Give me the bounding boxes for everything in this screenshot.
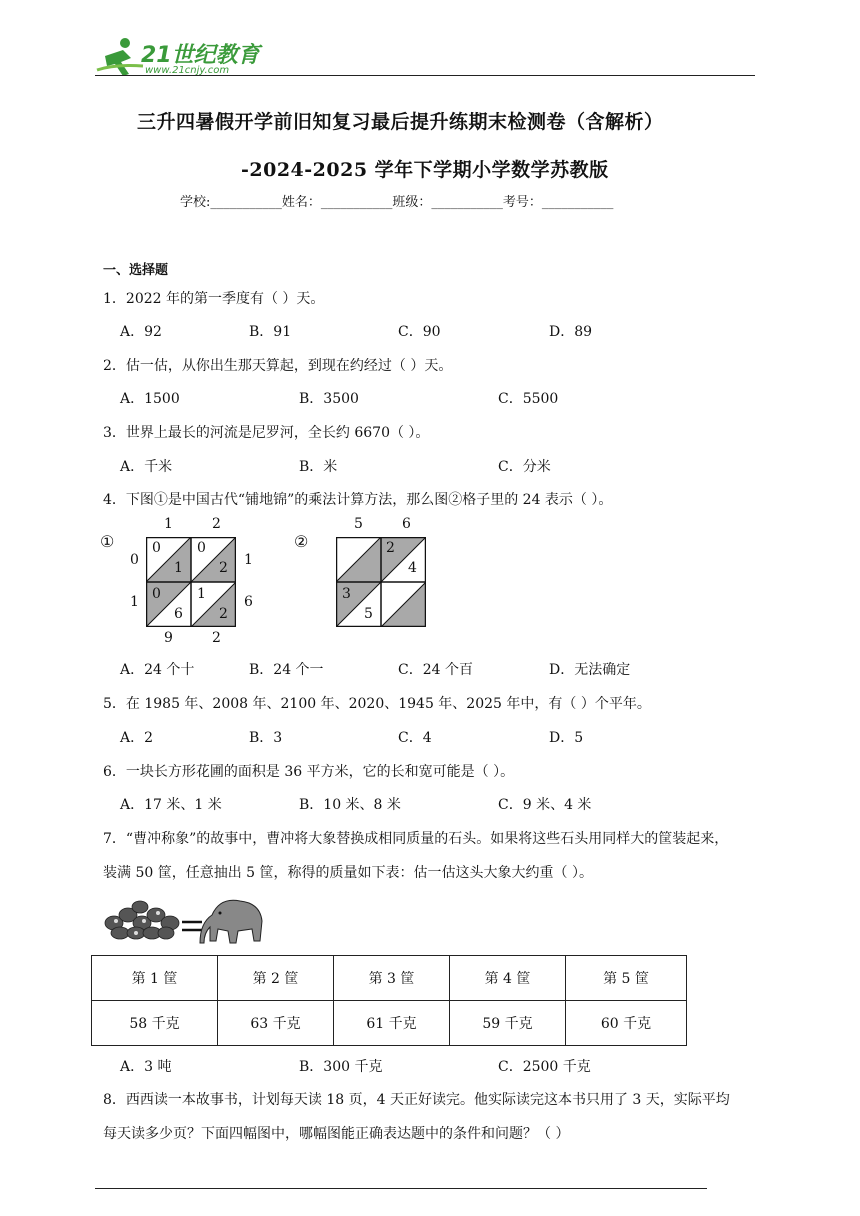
table-header-cell: 第 1 筐: [92, 956, 218, 1001]
table-row: [92, 1001, 687, 1046]
question-7-stem-line-2: 装满 50 筐，任意抽出 5 筐，称得的质量如下表：估一估这头大象大约重（ ）。: [103, 865, 593, 881]
lattice-figure-1: [100, 514, 270, 650]
question-1-stem: 1．2022 年的第一季度有（ ）天。: [103, 291, 325, 307]
fig2-top-digit: 5: [354, 516, 363, 532]
question-2-stem: 2．估一估，从你出生那天算起，到现在约经过（ ）天。: [103, 358, 453, 374]
fig2-top-digit: 6: [402, 516, 411, 532]
table-cell: 63 千克: [218, 1001, 334, 1046]
basket-mass-table: [91, 955, 687, 1046]
question-3-stem: 3．世界上最长的河流是尼罗河，全长约 6670（ ）。: [103, 425, 430, 441]
question-8-stem-line-2: 每天读多少页？下面四幅图中，哪幅图能正确表达题中的条件和问题？（ ）: [103, 1126, 570, 1142]
title-line-2: -2024-2025 学年下学期小学数学苏教版: [241, 159, 609, 181]
student-info-line: 学校:___________姓名：___________班级：___________考号：___________: [180, 195, 614, 210]
q1-option-b[interactable]: B．91: [249, 324, 292, 340]
q7-option-c[interactable]: C．2500 千克: [498, 1059, 591, 1075]
q2-option-b[interactable]: B．3500: [299, 391, 359, 407]
table-cell: 58 千克: [92, 1001, 218, 1046]
table-cell: 60 千克: [566, 1001, 687, 1046]
q6-option-c[interactable]: C．9 米、4 米: [498, 797, 592, 813]
stones-equals-elephant-illustration: [100, 893, 270, 949]
q5-option-b[interactable]: B．3: [249, 730, 283, 746]
q6-option-a[interactable]: A．17 米、1 米: [120, 797, 222, 813]
table-header-cell: 第 5 筐: [566, 956, 687, 1001]
table-header-cell: 第 4 筐: [450, 956, 566, 1001]
q3-option-a[interactable]: A．千米: [120, 459, 173, 475]
q4-option-b[interactable]: B．24 个一: [249, 662, 324, 678]
fig1-bottom-digit: 2: [212, 630, 221, 646]
logo-sub-text: www.21cnjy.com: [145, 65, 230, 76]
q2-option-c[interactable]: C．5500: [498, 391, 559, 407]
section-heading: 一、选择题: [103, 263, 169, 278]
q6-option-b[interactable]: B．10 米、8 米: [299, 797, 401, 813]
fig1-cell-digit: 6: [174, 606, 183, 622]
question-8-stem-line-1: 8．西西读一本故事书，计划每天读 18 页，4 天正好读完。他实际读完这本书只用了 3 天，实际平均: [103, 1092, 730, 1108]
runner-logo-icon: [95, 36, 145, 78]
fig1-cell-digit: 1: [174, 560, 183, 576]
question-6-stem: 6．一块长方形花圃的面积是 36 平方米，它的长和宽可能是（ ）。: [103, 764, 515, 780]
question-4-stem: 4．下图①是中国古代“铺地锦”的乘法计算方法，那么图②格子里的 24 表示（ ）。: [103, 492, 613, 508]
fig1-top-digit: 2: [212, 516, 221, 532]
question-7-stem-line-1: 7．“曹冲称象”的故事中，曹冲将大象替换成相同质量的石头。如果将这些石头用同样大的筐装起来，: [103, 831, 729, 847]
q2-option-a[interactable]: A．1500: [120, 391, 180, 407]
q5-option-c[interactable]: C．4: [398, 730, 432, 746]
lattice-figure-2: [294, 514, 434, 634]
fig1-cell-digit: 0: [152, 586, 161, 602]
q5-option-a[interactable]: A．2: [120, 730, 154, 746]
table-header-cell: 第 3 筐: [334, 956, 450, 1001]
header-rule: [95, 75, 755, 76]
fig2-cell-digit: 5: [364, 606, 373, 622]
fig1-cell-digit: 2: [219, 606, 228, 622]
fig1-left-digit: 0: [130, 552, 139, 568]
q4-option-d[interactable]: D．无法确定: [549, 662, 631, 678]
header-logo: [95, 36, 265, 80]
q4-option-a[interactable]: A．24 个十: [120, 662, 195, 678]
fig1-left-digit: 1: [130, 594, 139, 610]
fig1-bottom-digit: 9: [164, 630, 173, 646]
q7-option-b[interactable]: B．300 千克: [299, 1059, 383, 1075]
q4-option-c[interactable]: C．24 个百: [398, 662, 473, 678]
fig2-cell-digit: 4: [408, 560, 417, 576]
fig1-cell-digit: 2: [219, 560, 228, 576]
fig1-cell-digit: 1: [197, 586, 206, 602]
table-header-row: [92, 956, 687, 1001]
q1-option-c[interactable]: C．90: [398, 324, 441, 340]
fig2-cell-digit: 3: [342, 586, 351, 602]
question-5-stem: 5．在 1985 年、2008 年、2100 年、2020、1945 年、2025 年中，有（ ）个平年。: [103, 696, 651, 712]
logo-main-text: 21世纪教育: [141, 43, 260, 68]
title-line-1: 三升四暑假开学前旧知复习最后提升练期末检测卷（含解析）: [137, 111, 664, 133]
table-cell: 59 千克: [450, 1001, 566, 1046]
q3-option-c[interactable]: C．分米: [498, 459, 551, 475]
figure-2-label: ②: [294, 532, 309, 551]
fig1-top-digit: 1: [164, 516, 173, 532]
fig1-right-digit: 1: [244, 552, 253, 568]
figure-1-label: ①: [100, 532, 115, 551]
table-cell: 61 千克: [334, 1001, 450, 1046]
fig1-right-digit: 6: [244, 594, 253, 610]
q7-option-a[interactable]: A．3 吨: [120, 1059, 172, 1075]
fig1-cell-digit: 0: [152, 540, 161, 556]
table-header-cell: 第 2 筐: [218, 956, 334, 1001]
q1-option-a[interactable]: A．92: [120, 324, 162, 340]
q5-option-d[interactable]: D．5: [549, 730, 584, 746]
fig2-lattice-grid: [336, 537, 426, 627]
fig2-cell-digit: 2: [386, 540, 395, 556]
q3-option-b[interactable]: B．米: [299, 459, 338, 475]
fig1-cell-digit: 0: [197, 540, 206, 556]
footer-rule: [95, 1188, 707, 1189]
q1-option-d[interactable]: D．89: [549, 324, 593, 340]
